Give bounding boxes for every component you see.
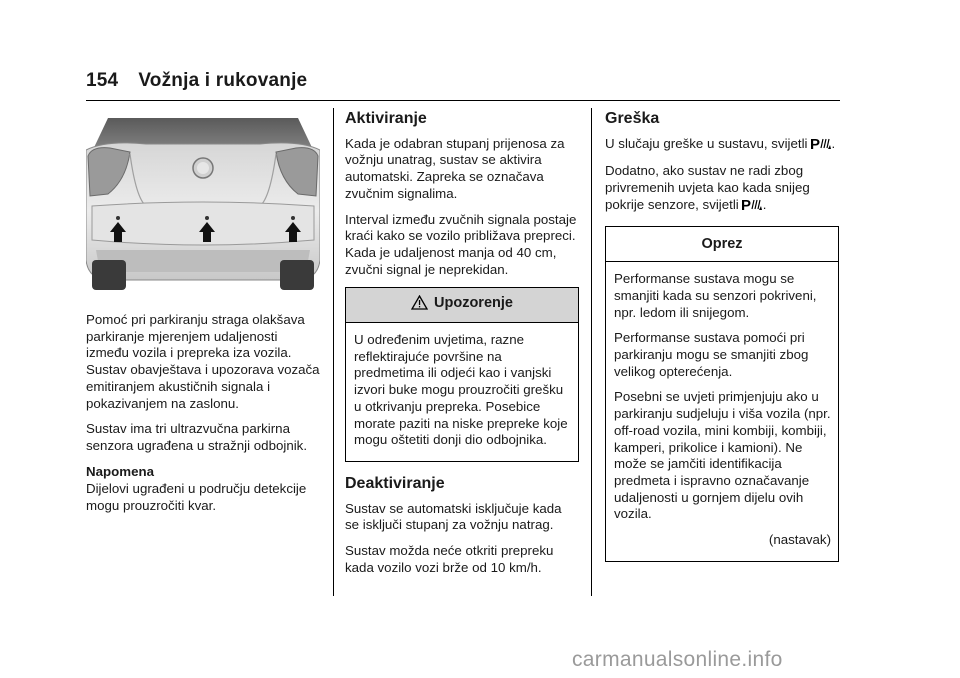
fault-paragraph-1: U slučaju greške u sustavu, svijetli P . (605, 136, 839, 155)
sensor-center (205, 216, 209, 220)
svg-text:P: P (740, 196, 751, 211)
activation-paragraph-1: Kada je odabran stupanj prijenosa za vožnju unatrag, sustav se aktivira automatski. Zapreka se označava zvučnim signalima. (345, 135, 565, 201)
page-header (86, 70, 307, 92)
continued-label: (nastavak) (768, 532, 831, 548)
sensors-paragraph: Sustav ima tri ultrazvučna parkirna senzora ugrađena u stražnji odbojnik. (86, 421, 308, 453)
left-wheel (92, 260, 126, 290)
deactivation-paragraph-1: Sustav se automatski isključuje kada se isključi stupanj za vožnju natrag. (345, 500, 562, 533)
rear-bumper-sensors-illustration (86, 110, 320, 290)
column-3 (605, 111, 839, 576)
column-divider-2 (591, 108, 592, 596)
caution-title: Oprez (606, 227, 838, 263)
sensor-right (291, 216, 295, 220)
intro-paragraph: Pomoć pri parkiranju straga olakšava parkiranje mjerenjem udaljenosti između vozila i prepreka iza vozila. Sustav obavještava i upozorava vozača emitiranjem akustičnih signala i pokazivanjem na zaslonu. (86, 312, 320, 411)
page-title: Vožnja i rukovanje (138, 70, 308, 91)
warning-title-bar (346, 288, 578, 323)
caution-box (605, 226, 839, 562)
watermark: carmanualsonline.info (572, 648, 783, 671)
parking-assist-indicator-icon (810, 136, 832, 155)
column-2 (345, 111, 579, 585)
column-divider-1 (333, 108, 334, 596)
caution-paragraph-1: Performanse sustava mogu se smanjiti kada su senzori pokriveni, npr. ledom ili snijegom. (614, 271, 817, 320)
caution-paragraph-3: Posebni se uvjeti primjenjuju ako u parkiranju sudjeluju i viša vozila (npr. off-road vozila, mini kombiji, kombiji, kamperi, prikolice i kamioni). Ne može se jamčiti identifikacija predmeta i ispravno označavanje udaljenosti u gornjem dijelu ovih vozila. (614, 389, 831, 522)
warning-text: U određenim uvjetima, razne reflektirajuće površine na predmetima ili odjeći kao i vanjski izvori buke mogu prouzročiti grešku u otkrivanju prepreka. Posebice morate paziti na niske prepreke koje mogu oštetiti donji dio odbojnika. (354, 332, 568, 448)
note-heading: Napomena (86, 463, 154, 479)
svg-text:P: P (809, 135, 820, 150)
warning-box (345, 287, 579, 462)
fault-paragraph-2: Dodatno, ako sustav ne radi zbog privremenih uvjeta kao kada snijeg pokrije senzore, svijetli P . (605, 163, 839, 215)
activation-heading: Aktiviranje (345, 110, 427, 127)
sensor-left (116, 216, 120, 220)
caution-paragraph-2: Performanse sustava pomoći pri parkiranju mogu se smanjiti zbog velikog opterećenja. (614, 330, 809, 379)
warning-title: Upozorenje (434, 295, 513, 312)
fault-heading: Greška (605, 110, 660, 127)
fault-paragraph-2-text: Dodatno, ako sustav ne radi zbog privremenih uvjeta kao kada snijeg pokrije senzore, svijetli (605, 163, 810, 212)
fault-paragraph-1-text: U slučaju greške u sustavu, svijetli (605, 135, 808, 151)
deactivation-paragraph-2: Sustav možda neće otkriti prepreku kada vozilo vozi brže od 10 km/h. (345, 543, 554, 575)
activation-paragraph-2: Interval između zvučnih signala postaje kraći kako se vozilo približava prepreci. Kada je udaljenost manja od 40 cm, zvučni signal je neprekidan. (345, 211, 577, 277)
page-number: 154 (86, 70, 119, 91)
deactivation-heading: Deaktiviranje (345, 474, 445, 492)
header-rule (86, 100, 840, 101)
note-text: Dijelovi ugrađeni u području detekcije mogu prouzročiti kvar. (86, 481, 307, 514)
column-1 (86, 312, 322, 524)
parking-assist-indicator-icon (741, 197, 763, 216)
right-wheel (280, 260, 314, 290)
warning-triangle-icon (411, 295, 428, 315)
